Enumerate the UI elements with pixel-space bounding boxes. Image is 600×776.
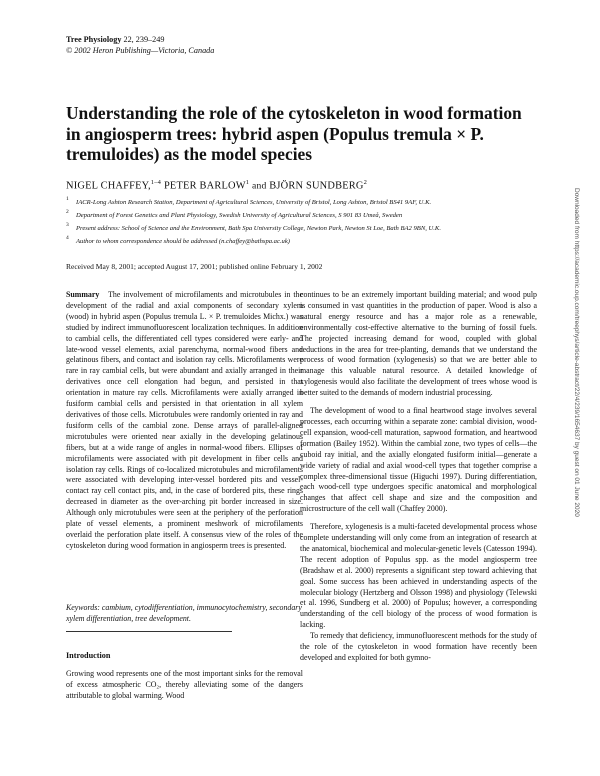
- affiliation-num: 4: [66, 235, 69, 241]
- author-sundberg: BJÖRN SUNDBERG: [269, 180, 364, 192]
- body-paragraph: Therefore, xylogenesis is a multi-faceted developmental process whose complete understanding will only come from an integration of research at the anatomical, biochemical and molecular-genetic levels (Catesson 1994). The recent adoption of Populus spp. as the model angiosperm tree (Bradshaw et al. 2000) represents a significant step toward achieving that goal. Some success has been achieved in understanding aspects of the molecular biology (Hertzberg and Olsson 1998) and physiology (Telewski et al. 1996, Sundberg et al. 2000) of Populus; however, a corresponding understanding of the cell biology of the process of wood formation is lacking.: [300, 522, 537, 630]
- author-line: [66, 179, 367, 191]
- journal-volume: 22, 239–249: [123, 35, 165, 44]
- download-watermark-text: Downloaded from https://academic.oup.com/treephys/article-abstract/22/4/239/1654637 by guest on 01 June 2020: [573, 188, 580, 517]
- affiliation-num: 2: [66, 209, 69, 215]
- journal-name: Tree Physiology: [66, 35, 122, 44]
- keywords: Keywords: cambium, cytodifferentiation, immunocytochemistry, secondary xylem differentiation, tree development.: [66, 603, 302, 623]
- download-watermark: [568, 188, 580, 598]
- affiliations: [66, 196, 536, 248]
- section-divider: [66, 631, 232, 632]
- right-column: [300, 290, 537, 664]
- affiliation-item: [66, 209, 536, 222]
- author-sundberg-sup: 2: [363, 179, 368, 186]
- author-barlow-sup: 1: [245, 179, 250, 186]
- author-and: and: [252, 180, 267, 192]
- affiliation-item: [66, 222, 536, 235]
- affiliation-text: IACR-Long Ashton Research Station, Department of Agricultural Sciences, University of Bristol, Long Ashton, Bristol BS41 9AF, U.K.: [76, 199, 432, 206]
- intro-paragraph: Growing wood represents one of the most important sinks for the removal of excess atmospheric CO₂, thereby alleviating some of the dangers attributable to global warming. Wood: [66, 669, 303, 700]
- body-paragraph: continues to be an extremely important building material; and wood pulp is consumed in vast quantities in the production of paper. Wood is also a natural energy resource and has a major role as a renewable, environmentally cost-effective alternative to the burning of fossil fuels. The projected increasing demand for wood, coupled with global reductions in the area for tree-planting, demands that we understand the process of wood formation (xylogenesis) so that we are better able to manage this valuable natural resource. A detailed knowledge of xylogenesis would also facilitate the development of trees whose wood is better suited to the demands of modern industrial processing.: [300, 290, 537, 398]
- journal-header: [66, 34, 214, 56]
- affiliation-num: 3: [66, 222, 69, 228]
- intro-heading: Introduction: [66, 651, 111, 660]
- received-dates: Received May 8, 2001; accepted August 17, 2001; published online February 1, 2002: [66, 262, 323, 271]
- affiliation-text: Present address: School of Science and the Environment, Bath Spa University College, Newton Park, Newton St Loe, Bath BA2 9BN, U.K.: [76, 225, 441, 232]
- affiliation-item: [66, 196, 536, 209]
- affiliation-num: 1: [66, 196, 69, 202]
- affiliation-text: Department of Forest Genetics and Plant Physiology, Swedish University of Agricultural Sciences, S 901 83 Umeå, Sweden: [76, 212, 403, 219]
- affiliation-text: Author to whom correspondence should be addressed (n.chaffey@bathspa.ac.uk): [76, 238, 290, 245]
- author-chaffey: NIGEL CHAFFEY,: [66, 180, 151, 192]
- abstract-text: The involvement of microfilaments and microtubules in the development of the radial and axial components of secondary xylem (wood) in hybrid aspen (Populus tremula L. × P. tremuloides Michx.) was studied by indirect immunofluorescent localization techniques. In addition to cambial cells, the differentiated cell types considered were early- and late-wood vessel elements, axial parenchyma, normal-wood fibers and gelatinous fibers, and contact and isolation ray cells. Microfilaments were rare in ray cambial cells, but were abundant and axially arranged in their derivatives once cell elongation had begun, and persisted in that orientation in mature ray cells. Microfilaments were axially arranged in fusiform cambial cells and persisted in that orientation in all xylem derivatives of those cells. Microtubules were randomly oriented in ray and fusiform cells of the cambial zone. Dense arrays of parallel-aligned microtubules were oriented near axially in the developing gelatinous fibers, but at a wide range of angles in normal-wood fibers. Ellipses of microfilaments were associated with pit development in fiber cells and isolation ray cells. Rings of co-localized microtubules and microfilaments were associated with developing inter-vessel bordered pits and vessel-contact ray cell contact pits, and, in the case of bordered pits, these rings decreased in diameter as the over-arching pit border increased in size. Although only microtubules were seen at the periphery of the perforation plate of vessel elements, a prominent meshwork of microfilaments overlaid the perforation plate itself. A consensus view of the roles of the cytoskeleton during wood formation in angiosperm trees is presented.: [66, 290, 304, 550]
- abstract-label: Summary: [66, 290, 100, 299]
- abstract: [66, 290, 303, 552]
- paper-title: Understanding the role of the cytoskeleton in wood formation in angiosperm trees: hybrid aspen (Populus tremula × P. tremuloides) as the model species: [66, 103, 522, 164]
- intro-text: [66, 669, 303, 702]
- body-paragraph: The development of wood to a final heartwood stage involves several processes, each occurring within a separate zone: cambial division, wood-cell expansion, wood-cell maturation, sapwood formation, and heartwood formation (Bailey 1952). Within the cambial zone, two types of cells—the cuboid ray initial, and the axially elongated fusiform initial—generate a wide variety of radial and axial wood-cell types that together comprise a complex three-dimensional tissue (Higuchi 1997). During differentiation, each wood-cell type undergoes specific anatomical and morphological changes that affect cell shape and size and the composition and microstructure of the cell wall (Chaffey 2000).: [300, 406, 537, 514]
- affiliation-item: [66, 235, 536, 248]
- body-paragraph: To remedy that deficiency, immunofluorescent methods for the study of the role of the cytoskeleton in wood formation have recently been developed and exploited for both gymno-: [300, 631, 537, 662]
- author-chaffey-sup: 1–4: [150, 179, 162, 186]
- author-barlow: PETER BARLOW: [163, 180, 246, 192]
- journal-copyright: © 2002 Heron Publishing—Victoria, Canada: [66, 46, 215, 55]
